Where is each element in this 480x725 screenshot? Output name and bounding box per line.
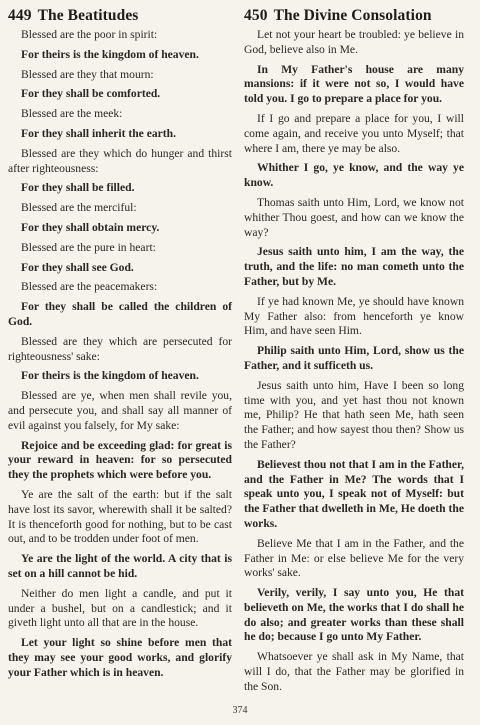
reading-title-left [8, 6, 232, 26]
congregation-response: For they shall be called the children of God. [8, 300, 232, 328]
leader-line: Whatsoever ye shall ask in My Name, that will I do, that the Father may be glorified in the Son. [244, 650, 464, 693]
congregation-response: For they shall inherit the earth. [21, 126, 176, 140]
responsive-reading-lines [8, 28, 232, 680]
page-number: 374 [232, 705, 248, 716]
responsive-reading-lines [244, 28, 464, 695]
congregation-response: For they shall see God. [21, 260, 134, 274]
leader-line: Let not your heart be troubled: ye believe in God, believe also in Me. [244, 28, 464, 56]
leader-line: If ye had known Me, ye should have known My Father also: from henceforth ye know Him, and have seen Him. [244, 294, 464, 338]
leader-line: Blessed are they which do hunger and thirst after righteousness: [8, 146, 232, 175]
leader-line: Believe Me that I am in the Father, and the Father in Me: or else believe Me for the very works' sake. [244, 536, 464, 580]
leader-line: Blessed are they which are persecuted for righteousness' sake: [8, 334, 232, 363]
reading-number: 450 [244, 7, 268, 24]
leader-line: Blessed are the meek: [21, 107, 123, 121]
leader-line: Blessed are the poor in spirit: [21, 28, 158, 41]
leader-line: Neither do men light a candle, and put it under a bushel, but on a candlestick; and it giveth light unto all that are in the house. [8, 586, 232, 630]
leader-line: Thomas saith unto Him, Lord, we know not whither Thou goest, and how can we know the way? [244, 195, 464, 239]
congregation-response: Verily, verily, I say unto you, He that believeth on Me, the works that I do shall he do also; and greater works than these shall he do; because I go unto My Father. [244, 586, 464, 644]
congregation-response: For they shall be comforted. [21, 87, 161, 101]
leader-line: Blessed are ye, when men shall revile you, and persecute you, and shall say all manner of evil against you falsely, for My sake: [8, 389, 232, 432]
leader-line: Blessed are the merciful: [21, 201, 137, 215]
congregation-response: For they shall be filled. [21, 181, 135, 195]
congregation-response: Rejoice and be exceeding glad: for great is your reward in heaven: for so persecuted they the prophets which were before you. [8, 438, 232, 482]
congregation-response: Jesus saith unto him, I am the way, the truth, and the life: no man cometh unto the Father, but by Me. [244, 245, 464, 288]
leader-line: If I go and prepare a place for you, I will come again, and receive you unto Myself; that where I am, there ye may be also. [244, 111, 464, 155]
congregation-response: For theirs is the kingdom of heaven. [21, 369, 199, 383]
congregation-response: For theirs is the kingdom of heaven. [21, 47, 199, 61]
reading-title-right [244, 6, 464, 26]
left-column [8, 6, 232, 725]
leader-line: Blessed are the pure in heart: [21, 240, 156, 254]
reading-number: 449 [8, 7, 32, 24]
leader-line: Jesus saith unto him, Have I been so long time with you, and yet hast thou not known me, Philip? He that hath seen Me, hath seen the Father; and how sayest thou then? Show us the Father? [244, 378, 464, 451]
leader-line: Blessed are they that mourn: [21, 67, 154, 81]
congregation-response: Believest thou not that I am in the Father, and the Father in Me? The words that I speak unto you, I speak not of Myself: but the Father that dwelleth in Me, He doeth the works. [244, 457, 464, 530]
right-column [244, 6, 464, 725]
reading-heading: The Divine Consolation [273, 7, 432, 24]
congregation-response: Let your light so shine before men that they may see your good works, and glorify your Father which is in heaven. [8, 636, 232, 679]
congregation-response: Whither I go, ye know, and the way ye know. [244, 161, 464, 190]
congregation-response: For they shall obtain mercy. [21, 220, 160, 234]
congregation-response: Philip saith unto Him, Lord, show us the Father, and it sufficeth us. [244, 344, 464, 372]
congregation-response: In My Father's house are many mansions: if it were not so, I would have told you. I go to prepare a place for you. [244, 62, 464, 106]
leader-line: Blessed are the peacemakers: [21, 280, 158, 294]
reading-heading: The Beatitudes [37, 7, 139, 24]
leader-line: Ye are the salt of the earth: but if the salt have lost its savor, wherewith shall it be salted? It is thenceforth good for nothing, but to be cast out, and to be trodden under foot of men. [8, 487, 232, 546]
congregation-response: Ye are the light of the world. A city that is set on a hill cannot be hid. [8, 552, 232, 580]
